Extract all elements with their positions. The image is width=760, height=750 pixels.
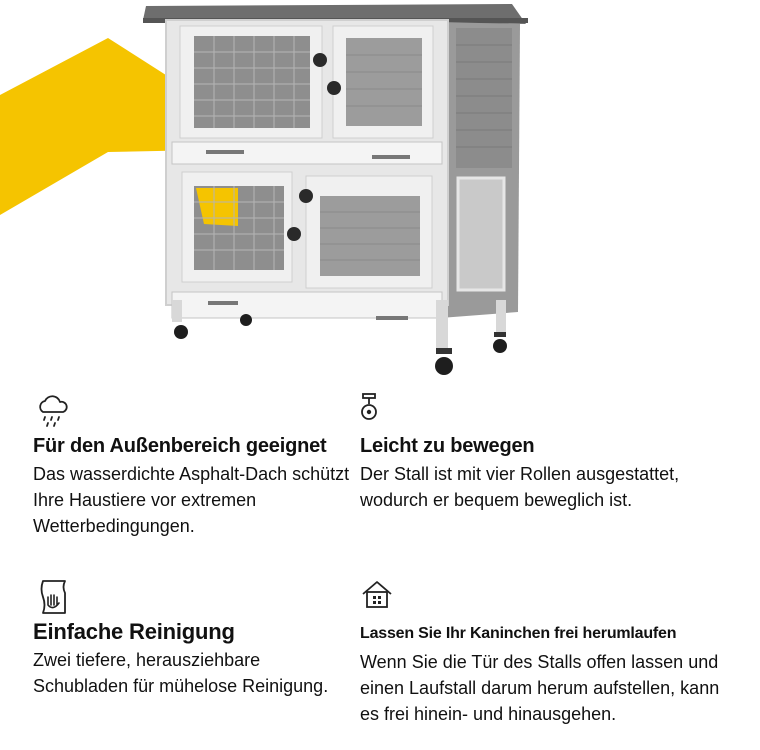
- house-icon: [360, 577, 400, 617]
- feature-title: Lassen Sie Ihr Kaninchen frei herumlaufen: [360, 625, 677, 642]
- feature-free-roaming: [360, 577, 740, 727]
- feature-outdoor: [33, 390, 353, 539]
- feature-cleaning: [33, 577, 353, 699]
- rain-cloud-icon: [33, 390, 73, 430]
- feature-title: Leicht zu bewegen: [360, 435, 535, 457]
- feature-description: Zwei tiefere, herausziehbare Schubladen für mühelose Reinigung.: [33, 650, 329, 696]
- feature-title: Einfache Reinigung: [33, 619, 235, 644]
- feature-mobility: [360, 390, 720, 513]
- feature-title: Für den Außenbereich geeignet: [33, 435, 327, 457]
- cleaning-hand-icon: [33, 577, 73, 617]
- rabbit-hutch-illustration: [143, 4, 528, 375]
- feature-description: Der Stall ist mit vier Rollen ausgestattet, wodurch er bequem beweglich ist.: [360, 464, 680, 510]
- feature-description: Das wasserdichte Asphalt-Dach schützt Ihre Haustiere vor extremen Wetterbedingungen.: [33, 464, 350, 536]
- feature-description: Wenn Sie die Tür des Stalls offen lassen und einen Laufstall darum herum aufstellen, kann es frei hinein- und hinausgehen.: [360, 652, 720, 724]
- caster-wheel-icon: [360, 390, 400, 430]
